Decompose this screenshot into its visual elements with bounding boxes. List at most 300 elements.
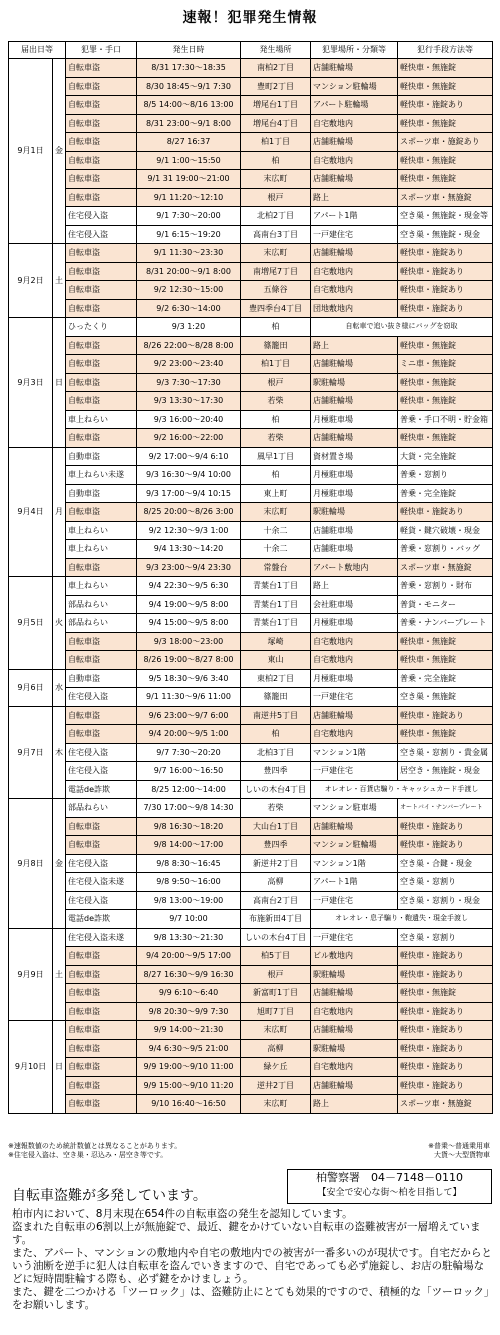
table-row bbox=[9, 984, 493, 1003]
table-row bbox=[9, 151, 493, 170]
category-cell: 路上 bbox=[311, 577, 398, 596]
place-cell: 増尾台1丁目 bbox=[241, 96, 311, 115]
method-cell: 軽快車・無施錠 bbox=[398, 725, 493, 744]
table-row bbox=[9, 947, 493, 966]
place-cell: 篠籠田 bbox=[241, 688, 311, 707]
crime-type-cell: 自転車盗 bbox=[66, 1039, 137, 1058]
crime-type-cell: 自転車盗 bbox=[66, 114, 137, 133]
place-cell: 東柏2丁目 bbox=[241, 669, 311, 688]
method-cell: 空き巣・窓割り bbox=[398, 928, 493, 947]
table-row bbox=[9, 632, 493, 651]
method-cell: 空き巣・無施錠 bbox=[398, 688, 493, 707]
place-cell: 常盤台 bbox=[241, 558, 311, 577]
table-row bbox=[9, 540, 493, 559]
place-cell: 高南台3丁目 bbox=[241, 225, 311, 244]
datetime-cell: 9/8 13:00～19:00 bbox=[137, 891, 241, 910]
datetime-cell: 9/2 23:00～23:40 bbox=[137, 355, 241, 374]
crime-type-cell: 部品ねらい bbox=[66, 614, 137, 633]
method-cell: 軽快車・施錠あり bbox=[398, 965, 493, 984]
method-cell: 普乗・手口不明・貯金箱 bbox=[398, 410, 493, 429]
category-cell: 店舗駐輪場 bbox=[311, 429, 398, 448]
category-cell: 一戸建住宅 bbox=[311, 762, 398, 781]
category-cell: 自宅敷地内 bbox=[311, 151, 398, 170]
table-row bbox=[9, 170, 493, 189]
body-paragraph: また、アパート、マンションの敷地内や自宅の敷地内での被害が一番多いのが現状です。自宅だからという油断を逆手に犯人は自転車を盗んでいきますので、自宅であっても必ず施錠し、お店の駐輪場などに短時間駐輪する際も、必ず鍵をかけましょう。 bbox=[12, 1247, 492, 1285]
datetime-cell: 9/7 16:00～16:50 bbox=[137, 762, 241, 781]
table-row bbox=[9, 595, 493, 614]
place-cell: 南逆井5丁目 bbox=[241, 706, 311, 725]
header-date: 届出日等 bbox=[9, 42, 66, 59]
place-cell: 末広町 bbox=[241, 170, 311, 189]
table-row bbox=[9, 836, 493, 855]
place-cell: 末広町 bbox=[241, 1095, 311, 1114]
category-cell: 店舗駐輪場 bbox=[311, 706, 398, 725]
table-row bbox=[9, 910, 493, 929]
method-cell: 軽快車・施錠あり bbox=[398, 299, 493, 318]
table-row bbox=[9, 207, 493, 226]
method-cell: 軽快車・無施錠 bbox=[398, 114, 493, 133]
crime-type-cell: 住宅侵入盗未遂 bbox=[66, 873, 137, 892]
crime-type-cell: 自転車盗 bbox=[66, 503, 137, 522]
method-cell: 軽快車・無施錠 bbox=[398, 373, 493, 392]
place-cell: 布施新田4丁目 bbox=[241, 910, 311, 929]
category-cell: 店舗駐輪場 bbox=[311, 133, 398, 152]
place-cell: 北柏3丁目 bbox=[241, 743, 311, 762]
category-cell: 店舗駐輪場 bbox=[311, 817, 398, 836]
header-datetime: 発生日時 bbox=[137, 42, 241, 59]
table-row bbox=[9, 225, 493, 244]
category-cell: 駅駐輪場 bbox=[311, 1039, 398, 1058]
datetime-cell: 9/8 13:30～21:30 bbox=[137, 928, 241, 947]
datetime-cell: 9/3 7:30～17:30 bbox=[137, 373, 241, 392]
category-cell: マンション駐車場 bbox=[311, 799, 398, 818]
method-cell: 軽快車・施錠あり bbox=[398, 1058, 493, 1077]
category-cell: 一戸建住宅 bbox=[311, 891, 398, 910]
method-cell: 軽快車・無施錠 bbox=[398, 59, 493, 78]
place-cell: 柏 bbox=[241, 151, 311, 170]
place-cell: 根戸 bbox=[241, 188, 311, 207]
crime-type-cell: 自転車盗 bbox=[66, 281, 137, 300]
table-row bbox=[9, 429, 493, 448]
table-row bbox=[9, 762, 493, 781]
abbreviation-note: 大貨～大型貨物車 bbox=[434, 1151, 490, 1159]
table-row bbox=[9, 96, 493, 115]
report-weekday: 土 bbox=[53, 928, 66, 1021]
body-text bbox=[12, 1208, 492, 1312]
crime-type-cell: 自転車盗 bbox=[66, 1002, 137, 1021]
datetime-cell: 9/4 19:00～9/5 8:00 bbox=[137, 595, 241, 614]
method-cell: 軽快車・施錠あり bbox=[398, 503, 493, 522]
method-cell: 普乗・窓割り bbox=[398, 466, 493, 485]
table-row bbox=[9, 484, 493, 503]
place-cell: 若柴 bbox=[241, 799, 311, 818]
datetime-cell: 9/10 16:40～16:50 bbox=[137, 1095, 241, 1114]
crime-table bbox=[8, 41, 493, 1114]
method-cell: 軽快車・施錠あり bbox=[398, 947, 493, 966]
crime-type-cell: ひったくり bbox=[66, 318, 137, 337]
method-cell: 空き巣・窓割り・貴金属 bbox=[398, 743, 493, 762]
datetime-cell: 9/3 16:30～9/4 10:00 bbox=[137, 466, 241, 485]
place-cell: 東山 bbox=[241, 651, 311, 670]
police-slogan: 【安全で安心な街～柏を目指して】 bbox=[317, 1188, 462, 1198]
place-cell: 青葉台1丁目 bbox=[241, 614, 311, 633]
method-cell: スポーツ車・施錠あり bbox=[398, 133, 493, 152]
datetime-cell: 9/7 7:30～20:20 bbox=[137, 743, 241, 762]
datetime-cell: 9/8 8:30～16:45 bbox=[137, 854, 241, 873]
datetime-cell: 9/1 31 19:00～21:00 bbox=[137, 170, 241, 189]
table-row bbox=[9, 928, 493, 947]
category-cell: 路上 bbox=[311, 188, 398, 207]
method-cell: 空き巣・合鍵・現金 bbox=[398, 854, 493, 873]
table-row bbox=[9, 336, 493, 355]
incident-description-cell: 自転車で追い抜き様にバッグを窃取 bbox=[311, 318, 493, 337]
abbreviation-notes bbox=[428, 1142, 490, 1160]
datetime-cell: 9/3 23:00～9/4 23:30 bbox=[137, 558, 241, 577]
method-cell: 居空き・無施錠・現金 bbox=[398, 762, 493, 781]
place-cell: しいの木台4丁目 bbox=[241, 780, 311, 799]
crime-type-cell: 自転車盗 bbox=[66, 151, 137, 170]
method-cell: スポーツ車・無施錠 bbox=[398, 558, 493, 577]
place-cell: 高柳 bbox=[241, 873, 311, 892]
table-row bbox=[9, 577, 493, 596]
place-cell: しいの木台4丁目 bbox=[241, 928, 311, 947]
table-row bbox=[9, 614, 493, 633]
table-row bbox=[9, 1095, 493, 1114]
crime-type-cell: 自転車盗 bbox=[66, 817, 137, 836]
method-cell: 軽快車・施錠あり bbox=[398, 96, 493, 115]
crime-type-cell: 自転車盗 bbox=[66, 77, 137, 96]
report-weekday: 日 bbox=[53, 1021, 66, 1114]
datetime-cell: 9/4 20:00～9/5 17:00 bbox=[137, 947, 241, 966]
datetime-cell: 9/1 7:30～20:00 bbox=[137, 207, 241, 226]
category-cell: 自宅敷地内 bbox=[311, 114, 398, 133]
datetime-cell: 9/2 16:00～22:00 bbox=[137, 429, 241, 448]
crime-type-cell: 自動車盗 bbox=[66, 447, 137, 466]
table-row bbox=[9, 651, 493, 670]
table-row bbox=[9, 466, 493, 485]
crime-type-cell: 自転車盗 bbox=[66, 1021, 137, 1040]
place-cell: 柏 bbox=[241, 725, 311, 744]
datetime-cell: 9/3 16:00～20:40 bbox=[137, 410, 241, 429]
crime-type-cell: 住宅侵入盗 bbox=[66, 225, 137, 244]
table-row bbox=[9, 799, 493, 818]
datetime-cell: 9/8 20:30～9/9 7:30 bbox=[137, 1002, 241, 1021]
table-row bbox=[9, 743, 493, 762]
datetime-cell: 9/2 6:30～14:00 bbox=[137, 299, 241, 318]
place-cell: 柏 bbox=[241, 318, 311, 337]
datetime-cell: 7/30 17:00～9/8 14:30 bbox=[137, 799, 241, 818]
category-cell: 自宅敷地内 bbox=[311, 262, 398, 281]
method-cell: 軽快車・無施錠 bbox=[398, 151, 493, 170]
table-row bbox=[9, 355, 493, 374]
method-cell: 軽快車・施錠あり bbox=[398, 1002, 493, 1021]
report-weekday: 金 bbox=[53, 799, 66, 929]
category-cell: 自宅敷地内 bbox=[311, 632, 398, 651]
crime-type-cell: 自転車盗 bbox=[66, 355, 137, 374]
place-cell: 若柴 bbox=[241, 392, 311, 411]
body-paragraph: 盗まれた自転車の6割以上が無施錠で、最近、鍵をかけていない自転車の盗難被害が一層増えています。 bbox=[12, 1221, 481, 1246]
report-weekday: 金 bbox=[53, 59, 66, 244]
category-cell: 店舗駐輪場 bbox=[311, 1021, 398, 1040]
method-cell: 軽快車・施錠あり bbox=[398, 1039, 493, 1058]
place-cell: 塚崎 bbox=[241, 632, 311, 651]
category-cell: 店舗駐車場 bbox=[311, 540, 398, 559]
crime-type-cell: 車上ねらい未遂 bbox=[66, 466, 137, 485]
place-cell: 青葉台1丁目 bbox=[241, 595, 311, 614]
incident-description-cell: オレオレ・百貨店騙り・キャッシュカード手渡し bbox=[311, 780, 493, 799]
category-cell: 一戸建住宅 bbox=[311, 928, 398, 947]
crime-type-cell: 住宅侵入盗 bbox=[66, 743, 137, 762]
crime-type-cell: 住宅侵入盗未遂 bbox=[66, 928, 137, 947]
method-cell: 軽快車・施錠あり bbox=[398, 1076, 493, 1095]
table-row bbox=[9, 299, 493, 318]
report-date: 9月6日 bbox=[9, 669, 53, 706]
place-cell: 十余二 bbox=[241, 540, 311, 559]
datetime-cell: 9/4 13:30～14:20 bbox=[137, 540, 241, 559]
category-cell: 一戸建住宅 bbox=[311, 225, 398, 244]
place-cell: 旭町7丁目 bbox=[241, 1002, 311, 1021]
table-row bbox=[9, 410, 493, 429]
category-cell: 月極駐車場 bbox=[311, 669, 398, 688]
datetime-cell: 8/30 18:45～9/1 7:30 bbox=[137, 77, 241, 96]
datetime-cell: 9/4 20:00～9/5 1:00 bbox=[137, 725, 241, 744]
datetime-cell: 9/1 11:20～12:10 bbox=[137, 188, 241, 207]
place-cell: 豊四季台4丁目 bbox=[241, 299, 311, 318]
crime-type-cell: 部品ねらい bbox=[66, 799, 137, 818]
category-cell: マンション駐輪場 bbox=[311, 836, 398, 855]
datetime-cell: 8/27 16:30～9/9 16:30 bbox=[137, 965, 241, 984]
datetime-cell: 9/5 18:30～9/6 3:40 bbox=[137, 669, 241, 688]
place-cell: 新富町1丁目 bbox=[241, 984, 311, 1003]
category-cell: 自宅敷地内 bbox=[311, 725, 398, 744]
method-cell: 普貨・モニター bbox=[398, 595, 493, 614]
table-row bbox=[9, 669, 493, 688]
method-cell: 軽快車・施錠あり bbox=[398, 281, 493, 300]
crime-type-cell: 住宅侵入盗 bbox=[66, 207, 137, 226]
category-cell: 路上 bbox=[311, 336, 398, 355]
crime-type-cell: 自転車盗 bbox=[66, 133, 137, 152]
crime-type-cell: 自転車盗 bbox=[66, 1095, 137, 1114]
table-row bbox=[9, 817, 493, 836]
crime-type-cell: 住宅侵入盗 bbox=[66, 891, 137, 910]
table-row bbox=[9, 373, 493, 392]
datetime-cell: 9/3 1:20 bbox=[137, 318, 241, 337]
report-date: 9月5日 bbox=[9, 577, 53, 670]
method-cell: 軽快車・施錠あり bbox=[398, 836, 493, 855]
footnotes bbox=[8, 1142, 181, 1160]
category-cell: 会社駐車場 bbox=[311, 595, 398, 614]
category-cell: マンション1階 bbox=[311, 743, 398, 762]
crime-type-cell: 自転車盗 bbox=[66, 59, 137, 78]
headline: 自転車盗難が多発しています。 bbox=[12, 1188, 207, 1204]
datetime-cell: 9/9 6:10～6:40 bbox=[137, 984, 241, 1003]
header-category: 犯罪場所・分類等 bbox=[311, 42, 398, 59]
method-cell: 軽快車・無施錠 bbox=[398, 392, 493, 411]
table-row bbox=[9, 854, 493, 873]
police-contact-box bbox=[287, 1169, 492, 1204]
datetime-cell: 9/3 18:00～23:00 bbox=[137, 632, 241, 651]
crime-type-cell: 自転車盗 bbox=[66, 244, 137, 263]
method-cell: 空き巣・無施錠・現金 bbox=[398, 225, 493, 244]
datetime-cell: 9/1 11:30～23:30 bbox=[137, 244, 241, 263]
method-cell: 普乗・ナンバープレート bbox=[398, 614, 493, 633]
crime-type-cell: 自動車盗 bbox=[66, 669, 137, 688]
method-cell: 普乗・完全施錠 bbox=[398, 669, 493, 688]
page-title: 速報！犯罪発生情報 bbox=[182, 10, 318, 26]
place-cell: 末広町 bbox=[241, 503, 311, 522]
datetime-cell: 8/31 23:00～9/1 8:00 bbox=[137, 114, 241, 133]
body-paragraph: また、鍵を二つかける「ツーロック」は、盗難防止にとても効果的ですので、積極的な「ツーロック」をお願いします。 bbox=[12, 1286, 490, 1311]
datetime-cell: 9/9 14:00～21:30 bbox=[137, 1021, 241, 1040]
datetime-cell: 8/26 19:00～8/27 8:00 bbox=[137, 651, 241, 670]
crime-type-cell: 自転車盗 bbox=[66, 725, 137, 744]
category-cell: 一戸建住宅 bbox=[311, 688, 398, 707]
category-cell: 月極駐車場 bbox=[311, 614, 398, 633]
place-cell: 北柏2丁目 bbox=[241, 207, 311, 226]
table-header-row bbox=[9, 42, 493, 59]
place-cell: 豊町2丁目 bbox=[241, 77, 311, 96]
datetime-cell: 8/27 16:37 bbox=[137, 133, 241, 152]
method-cell: ミニ車・無施錠 bbox=[398, 355, 493, 374]
category-cell: アパート駐輪場 bbox=[311, 96, 398, 115]
report-date: 9月8日 bbox=[9, 799, 53, 929]
place-cell: 末広町 bbox=[241, 244, 311, 263]
report-date: 9月4日 bbox=[9, 447, 53, 577]
report-weekday: 土 bbox=[53, 244, 66, 318]
method-cell: 軽快車・無施錠 bbox=[398, 984, 493, 1003]
datetime-cell: 8/26 22:00～8/28 8:00 bbox=[137, 336, 241, 355]
table-row bbox=[9, 688, 493, 707]
crime-type-cell: 自転車盗 bbox=[66, 836, 137, 855]
table-row bbox=[9, 891, 493, 910]
crime-type-cell: 自転車盗 bbox=[66, 965, 137, 984]
category-cell: 店舗駐輪場 bbox=[311, 1076, 398, 1095]
datetime-cell: 8/31 17:30～18:35 bbox=[137, 59, 241, 78]
report-date: 9月2日 bbox=[9, 244, 53, 318]
method-cell: スポーツ車・無施錠 bbox=[398, 188, 493, 207]
body-paragraph: 柏市内において、8月末現在654件の自転車盗の発生を認知しています。 bbox=[12, 1208, 353, 1220]
table-row bbox=[9, 392, 493, 411]
place-cell: 柏1丁目 bbox=[241, 355, 311, 374]
crime-type-cell: 部品ねらい bbox=[66, 595, 137, 614]
category-cell: 駅駐輪場 bbox=[311, 503, 398, 522]
crime-type-cell: 自転車盗 bbox=[66, 170, 137, 189]
footnote: ※速報数値のため統計数値とは異なることがあります。 bbox=[8, 1142, 182, 1150]
abbreviation-note: ※普乗～普通乗用車 bbox=[428, 1142, 490, 1150]
method-cell: 軽快車・施錠あり bbox=[398, 1021, 493, 1040]
method-cell: 空き巣・無施錠・現金等 bbox=[398, 207, 493, 226]
category-cell: 駅駐輪場 bbox=[311, 373, 398, 392]
table-row bbox=[9, 725, 493, 744]
datetime-cell: 9/1 6:15～19:20 bbox=[137, 225, 241, 244]
report-date: 9月9日 bbox=[9, 928, 53, 1021]
table-row bbox=[9, 965, 493, 984]
method-cell: 軽快車・施錠あり bbox=[398, 244, 493, 263]
report-weekday: 月 bbox=[53, 447, 66, 577]
category-cell: ビル敷地内 bbox=[311, 947, 398, 966]
header-method: 犯行手段方法等 bbox=[398, 42, 493, 59]
category-cell: アパート1階 bbox=[311, 873, 398, 892]
place-cell: 豊四季 bbox=[241, 762, 311, 781]
place-cell: 青葉台1丁目 bbox=[241, 577, 311, 596]
method-cell: 軽快車・無施錠 bbox=[398, 429, 493, 448]
incident-description-cell: オレオレ・息子騙り・鞄遺失・現金手渡し bbox=[311, 910, 493, 929]
datetime-cell: 9/4 15:00～9/5 8:00 bbox=[137, 614, 241, 633]
place-cell: 新逆井2丁目 bbox=[241, 854, 311, 873]
crime-type-cell: 電話de詐欺 bbox=[66, 910, 137, 929]
datetime-cell: 9/9 19:00～9/10 11:00 bbox=[137, 1058, 241, 1077]
place-cell: 篠籠田 bbox=[241, 336, 311, 355]
table-row bbox=[9, 503, 493, 522]
datetime-cell: 8/25 20:00～8/26 3:00 bbox=[137, 503, 241, 522]
report-weekday: 水 bbox=[53, 669, 66, 706]
datetime-cell: 8/31 20:00～9/1 8:00 bbox=[137, 262, 241, 281]
crime-type-cell: 自転車盗 bbox=[66, 336, 137, 355]
place-cell: 五條谷 bbox=[241, 281, 311, 300]
crime-type-cell: 自転車盗 bbox=[66, 188, 137, 207]
category-cell: 店舗駐輪場 bbox=[311, 59, 398, 78]
category-cell: 店舗駐輪場 bbox=[311, 355, 398, 374]
crime-type-cell: 住宅侵入盗 bbox=[66, 688, 137, 707]
report-weekday: 日 bbox=[53, 318, 66, 448]
category-cell: アパート1階 bbox=[311, 207, 398, 226]
method-cell: 軽快車・無施錠 bbox=[398, 632, 493, 651]
place-cell: 増尾台4丁目 bbox=[241, 114, 311, 133]
method-cell: 軽快車・無施錠 bbox=[398, 77, 493, 96]
place-cell: 緑ケ丘 bbox=[241, 1058, 311, 1077]
place-cell: 東上町 bbox=[241, 484, 311, 503]
category-cell: 店舗駐輪場 bbox=[311, 984, 398, 1003]
table-row bbox=[9, 447, 493, 466]
crime-type-cell: 自転車盗 bbox=[66, 1076, 137, 1095]
table-row bbox=[9, 188, 493, 207]
place-cell: 大山台1丁目 bbox=[241, 817, 311, 836]
datetime-cell: 9/2 17:00～9/4 6:10 bbox=[137, 447, 241, 466]
datetime-cell: 9/8 9:50～16:00 bbox=[137, 873, 241, 892]
datetime-cell: 9/4 6:30～9/5 21:00 bbox=[137, 1039, 241, 1058]
method-cell: 普乗・窓割り・バッグ bbox=[398, 540, 493, 559]
method-cell: 大貨・完全施錠 bbox=[398, 447, 493, 466]
method-cell: 普乗・完全施錠 bbox=[398, 484, 493, 503]
category-cell: 駅駐輪場 bbox=[311, 965, 398, 984]
crime-type-cell: 車上ねらい bbox=[66, 577, 137, 596]
category-cell: 自宅敷地内 bbox=[311, 281, 398, 300]
category-cell: 自宅敷地内 bbox=[311, 1058, 398, 1077]
crime-type-cell: 自転車盗 bbox=[66, 392, 137, 411]
place-cell: 末広町 bbox=[241, 1021, 311, 1040]
place-cell: 高柳 bbox=[241, 1039, 311, 1058]
crime-type-cell: 自転車盗 bbox=[66, 947, 137, 966]
header-crime: 犯罪・手口 bbox=[66, 42, 137, 59]
crime-type-cell: 自転車盗 bbox=[66, 96, 137, 115]
place-cell: 柏 bbox=[241, 466, 311, 485]
category-cell: 自宅敷地内 bbox=[311, 1002, 398, 1021]
category-cell: 月極駐車場 bbox=[311, 484, 398, 503]
table-row bbox=[9, 244, 493, 263]
place-cell: 十余二 bbox=[241, 521, 311, 540]
datetime-cell: 9/4 22:30～9/5 6:30 bbox=[137, 577, 241, 596]
datetime-cell: 9/3 13:30～17:30 bbox=[137, 392, 241, 411]
table-row bbox=[9, 873, 493, 892]
datetime-cell: 9/1 1:00～15:50 bbox=[137, 151, 241, 170]
crime-type-cell: 自転車盗 bbox=[66, 558, 137, 577]
category-cell: 路上 bbox=[311, 1095, 398, 1114]
method-cell: オートバイ・ナンバープレート bbox=[398, 799, 493, 818]
table-body bbox=[9, 59, 493, 1114]
crime-type-cell: 自転車盗 bbox=[66, 262, 137, 281]
report-weekday: 火 bbox=[53, 577, 66, 670]
category-cell: マンション駐輪場 bbox=[311, 77, 398, 96]
